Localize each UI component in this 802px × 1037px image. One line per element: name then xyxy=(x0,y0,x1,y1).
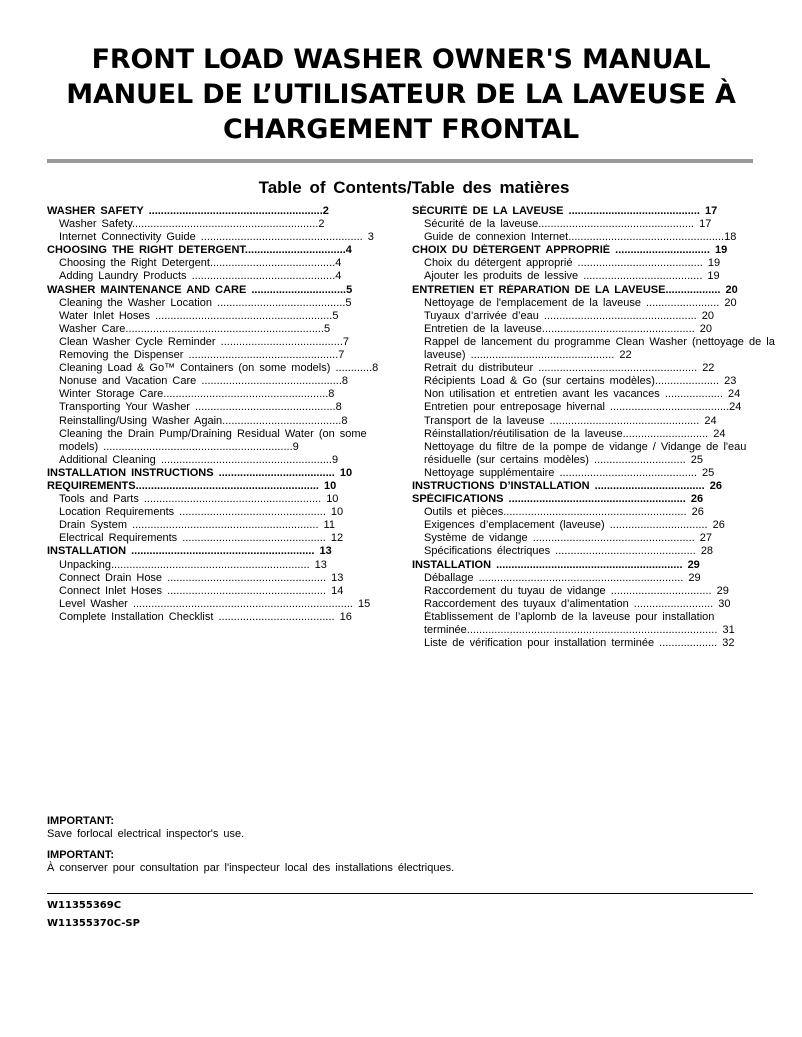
toc-section-heading: CHOOSING THE RIGHT DETERGENT.................................4 xyxy=(47,244,352,257)
important-text: À conserver pour consultation par l'inspecteur local des installations électriques. xyxy=(47,862,455,874)
part-number: W11355369C xyxy=(47,900,122,911)
toc-entry: Clean Washer Cycle Reminder ........................................7 xyxy=(59,335,350,348)
toc-entry: Nonuse and Vacation Care ..............................................8 xyxy=(59,375,349,388)
toc-section-heading: REQUIREMENTS............................................................ 10 xyxy=(47,479,337,492)
part-number-sp: W11355370C-SP xyxy=(47,918,140,929)
toc-entry: Connect Drain Hose .................................................... 13 xyxy=(59,571,344,584)
toc-entry: Spécifications électriques .............................................. 28 xyxy=(424,545,714,558)
important-note-english xyxy=(47,815,244,841)
toc-entry: Raccordement des tuyaux d’alimentation .......................... 30 xyxy=(424,597,731,610)
toc-entry: Choix du détergent approprié ......................................... 19 xyxy=(424,257,721,270)
toc-entry: Cleaning Load & Go™ Containers (on some models) ............8 xyxy=(59,362,379,375)
title-line-3: CHARGEMENT FRONTAL xyxy=(222,114,580,145)
important-label: IMPORTANT: xyxy=(47,815,115,827)
toc-section-heading: WASHER SAFETY .........................................................2 xyxy=(47,205,329,217)
toc-section-heading: INSTALLATION ............................................................ 13 xyxy=(47,545,332,558)
toc-entry: Réinstallation/réutilisation de la laveuse............................ 24 xyxy=(424,427,726,440)
toc-section-heading: INSTALLATION ............................................................. 29 xyxy=(412,558,700,571)
toc-entry: Washer Care.................................................................5 xyxy=(59,322,331,335)
toc-section-heading: WASHER MAINTENANCE AND CARE ...............................5 xyxy=(47,283,353,296)
toc-section-heading: SPÉCIFICATIONS .......................................................... 26 xyxy=(412,493,704,506)
toc-entry: Transporting Your Washer ..............................................8 xyxy=(59,401,342,414)
toc-entry: Sécurité de la laveuse................................................... 17 xyxy=(424,218,712,231)
toc-entry: Drain System ............................................................. 11 xyxy=(59,519,335,532)
toc-entry: Connect Inlet Hoses .................................................... 14 xyxy=(59,584,344,597)
toc-entry: Choosing the Right Detergent.........................................4 xyxy=(59,257,342,270)
toc-entry: Système de vidange ..................................................... 27 xyxy=(424,532,712,545)
toc-entry: Unpacking................................................................. 13 xyxy=(59,558,327,571)
important-text: Save forlocal electrical inspector's use. xyxy=(47,828,245,840)
toc-entry: Electrical Requirements ............................................... 12 xyxy=(59,532,344,545)
toc-entry: Entretien de la laveuse.................................................. 20 xyxy=(424,322,713,335)
toc-entry: Washer Safety.............................................................2 xyxy=(59,218,325,231)
toc-entry: Nettoyage supplémentaire ............................................. 25 xyxy=(424,466,715,479)
toc-entry: Ajouter les produits de lessive ....................................... 19 xyxy=(424,270,720,283)
toc-entry: Non utilisation et entretien avant les vacances ................... 24 xyxy=(424,388,741,401)
toc-entry: Reinstalling/Using Washer Again.......................................8 xyxy=(59,414,348,427)
toc-entry: Level Washer ........................................................................ 15 xyxy=(59,597,371,610)
toc-entry: Adding Laundry Products ...............................................4 xyxy=(59,270,342,283)
toc-section-heading: INSTALLATION INSTRUCTIONS ...................................... 10 xyxy=(47,466,353,479)
toc-entry: Exigences d’emplacement (laveuse) ................................ 26 xyxy=(424,519,725,532)
toc-entry: Retrait du distributeur .................................................... 22 xyxy=(424,362,715,375)
toc-column-french xyxy=(412,205,784,650)
toc-entry: Water Inlet Hoses ..........................................................5 xyxy=(59,309,339,322)
toc-entry: Récipients Load & Go (sur certains modèles)..................... 23 xyxy=(424,375,737,388)
toc-entry: Nettoyage du filtre de la pompe de vidange / Vidange de l'eau résiduelle (sur certains modèles) .............................. 25 xyxy=(424,440,747,466)
toc-entry: Complete Installation Checklist ...................................... 16 xyxy=(59,610,352,623)
title-line-2: MANUEL DE L’UTILISATEUR DE LA LAVEUSE À xyxy=(66,79,736,110)
toc-entry: Entretien pour entreposage hivernal .......................................24 xyxy=(424,401,742,414)
important-note-french xyxy=(47,849,454,875)
toc-column-english xyxy=(47,205,409,624)
toc-entry: Déballage ................................................................... 29 xyxy=(424,571,701,584)
toc-section-heading: ENTRETIEN ET RÉPARATION DE LA LAVEUSE.................. 20 xyxy=(412,283,738,296)
toc-entry: Raccordement du tuyau de vidange ................................. 29 xyxy=(424,584,729,597)
toc-entry: Cleaning the Washer Location ..........................................5 xyxy=(59,296,352,309)
toc-entry: Removing the Dispenser .................................................7 xyxy=(59,349,345,362)
toc-entry: Nettoyage de l'emplacement de la laveuse ........................ 20 xyxy=(424,296,737,309)
title-divider xyxy=(47,159,753,163)
toc-entry: Cleaning the Drain Pump/Draining Residual Water (on some models) ..............................................................9 xyxy=(59,427,367,453)
toc-entry: Transport de la laveuse ................................................. 24 xyxy=(424,414,717,427)
title-line-1: FRONT LOAD WASHER OWNER'S MANUAL xyxy=(91,44,711,75)
footer-divider xyxy=(47,893,753,894)
toc-entry: Outils et pièces............................................................ 26 xyxy=(424,506,704,519)
toc-entry: Location Requirements ................................................ 10 xyxy=(59,506,344,519)
toc-entry: Additional Cleaning ........................................................9 xyxy=(59,453,339,466)
toc-entry: Winter Storage Care......................................................8 xyxy=(59,388,335,401)
toc-entry: Liste de vérification pour installation terminée ................... 32 xyxy=(424,637,735,650)
toc-entry: Tools and Parts .......................................................... 10 xyxy=(59,493,339,506)
toc-entry: Tuyaux d’arrivée d’eau .................................................. 20 xyxy=(424,309,715,322)
toc-entry: Guide de connexion Internet...................................................18 xyxy=(424,231,737,244)
toc-section-heading: INSTRUCTIONS D’INSTALLATION .................................... 26 xyxy=(412,479,722,492)
toc-entry: Internet Connectivity Guide ..................................................... 3 xyxy=(59,231,374,244)
toc-section-heading: CHOIX DU DÉTERGENT APPROPRIÉ ............................... 19 xyxy=(412,244,728,257)
toc-heading: Table of Contents/Table des matières xyxy=(258,178,570,197)
toc-section-heading: SÉCURITÉ DE LA LAVEUSE ........................................... 17 xyxy=(412,205,718,217)
toc-entry: Rappel de lancement du programme Clean Washer (nettoyage de la laveuse) ............................................... 22 xyxy=(424,335,775,362)
important-label: IMPORTANT: xyxy=(47,849,115,861)
document-title xyxy=(0,42,802,147)
toc-entry: Établissement de l’aplomb de la laveuse pour installation terminée.................................................................................. 31 xyxy=(424,610,735,636)
